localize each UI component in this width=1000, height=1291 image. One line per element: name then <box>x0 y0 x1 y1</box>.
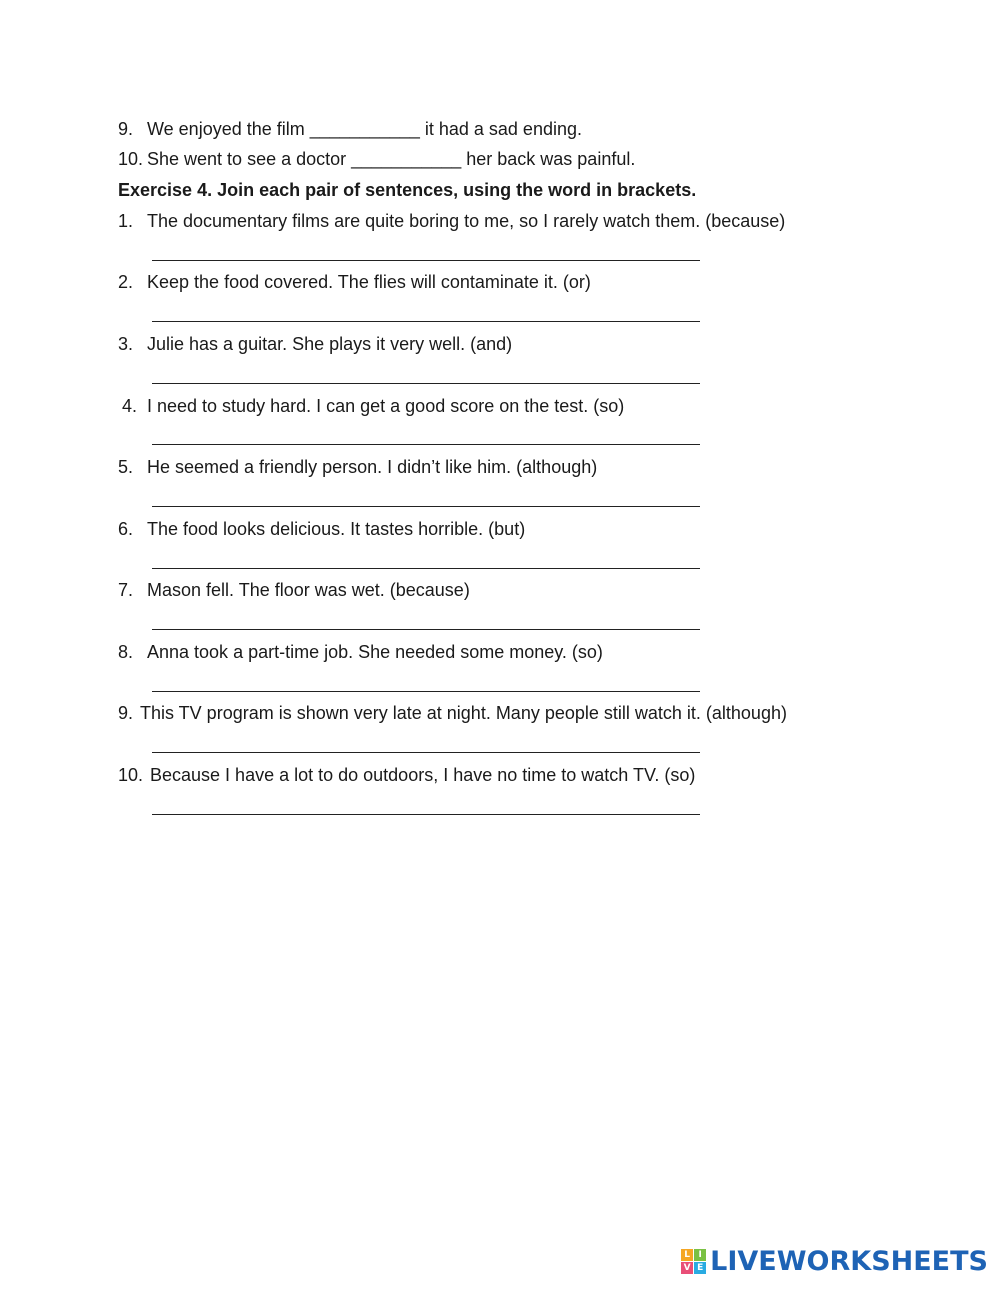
exercise-item-9 <box>118 702 787 724</box>
prev-item-10 <box>118 148 635 170</box>
exercise-item-6 <box>118 518 525 540</box>
item-number: 10. <box>118 765 144 785</box>
logo-block: E <box>694 1262 706 1274</box>
item-text: The food looks delicious. It tastes horrible. (but) <box>147 519 526 539</box>
exercise-item-4 <box>122 395 624 417</box>
answer-line-6[interactable] <box>152 568 700 569</box>
item-number: 9. <box>118 119 134 139</box>
exercise-item-10 <box>118 764 695 786</box>
logo-block: L <box>681 1249 693 1261</box>
item-text: Anna took a part-time job. She needed some money. (so) <box>147 642 603 662</box>
item-text: Keep the food covered. The flies will contaminate it. (or) <box>147 272 591 292</box>
logo-block: V <box>681 1262 693 1274</box>
item-text: Mason fell. The floor was wet. (because) <box>147 580 470 600</box>
item-text: The documentary films are quite boring to me, so I rarely watch them. (because) <box>147 211 786 231</box>
answer-line-1[interactable] <box>152 260 700 261</box>
logo-blocks-icon <box>681 1249 706 1274</box>
answer-line-4[interactable] <box>152 444 700 445</box>
item-number: 9. <box>118 703 134 723</box>
item-text: This TV program is shown very late at night. Many people still watch it. (although) <box>140 703 787 723</box>
exercise-item-3 <box>118 333 512 355</box>
item-number: 10. <box>118 149 144 169</box>
prev-item-9 <box>118 118 582 140</box>
item-text: We enjoyed the film ___________ it had a sad ending. <box>147 119 582 139</box>
liveworksheets-logo <box>681 1246 988 1277</box>
item-text: I need to study hard. I can get a good score on the test. (so) <box>147 396 625 416</box>
item-number: 2. <box>118 272 134 292</box>
exercise-heading: Exercise 4. Join each pair of sentences, using the word in brackets. <box>118 180 697 200</box>
exercise-item-5 <box>118 456 597 478</box>
exercise-item-2 <box>118 271 591 293</box>
exercise-item-1 <box>118 210 785 232</box>
exercise-item-7 <box>118 579 470 601</box>
item-text: Julie has a guitar. She plays it very well. (and) <box>147 334 513 354</box>
item-number: 8. <box>118 642 134 662</box>
answer-line-10[interactable] <box>152 814 700 815</box>
answer-line-2[interactable] <box>152 321 700 322</box>
logo-text: LIVEWORKSHEETS <box>710 1246 988 1277</box>
answer-line-9[interactable] <box>152 752 700 753</box>
answer-line-7[interactable] <box>152 629 700 630</box>
answer-line-3[interactable] <box>152 383 700 384</box>
item-text: Because I have a lot to do outdoors, I have no time to watch TV. (so) <box>150 765 696 785</box>
item-number: 7. <box>118 580 134 600</box>
answer-line-5[interactable] <box>152 506 700 507</box>
logo-block: I <box>694 1249 706 1261</box>
item-number: 1. <box>118 211 134 231</box>
answer-line-8[interactable] <box>152 691 700 692</box>
item-text: She went to see a doctor ___________ her back was painful. <box>147 149 636 169</box>
item-number: 3. <box>118 334 134 354</box>
item-number: 5. <box>118 457 134 477</box>
item-text: He seemed a friendly person. I didn’t like him. (although) <box>147 457 598 477</box>
exercise-item-8 <box>118 641 603 663</box>
item-number: 4. <box>122 396 138 416</box>
item-number: 6. <box>118 519 134 539</box>
